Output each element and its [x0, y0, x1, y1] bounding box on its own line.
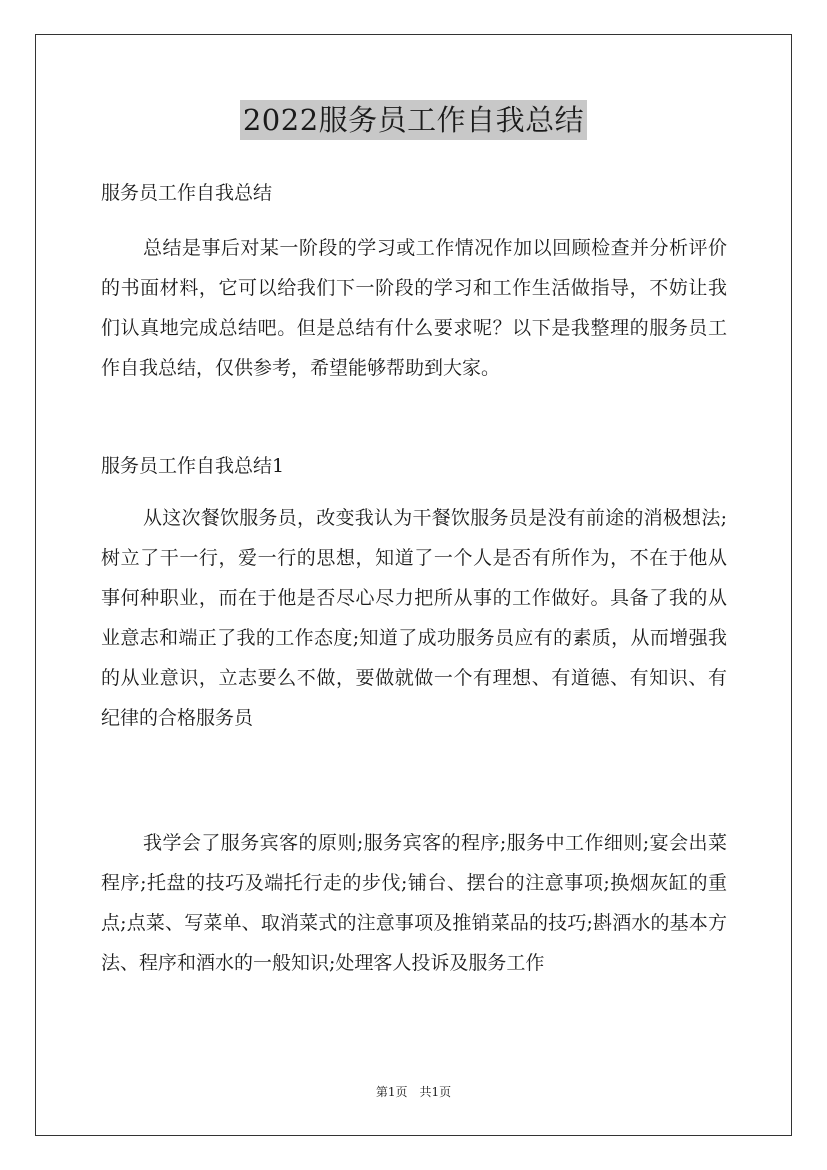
subsection-heading: 服务员工作自我总结1 [101, 455, 285, 477]
title-container [0, 100, 827, 140]
body-paragraph-1: 从这次餐饮服务员，改变我认为干餐饮服务员是没有前途的消极想法;树立了干一行，爱一行的思想，知道了一个人是否有所作为，不在于他从事何种职业，而在于他是否尽心尽力把所从事的工作做好。具备了我的从业意志和端正了我的工作态度;知道了成功服务员应有的素质，从而增强我的从业意识，立志要么不做，要做就做一个有理想、有道德、有知识、有纪律的合格服务员 [101, 507, 727, 729]
page-number: 第1页 共1页 [375, 1085, 452, 1099]
intro-paragraph: 总结是事后对某一阶段的学习或工作情况作加以回顾检查并分析评价的书面材料，它可以给我们下一阶段的学习和工作生活做指导，不妨让我们认真地完成总结吧。但是总结有什么要求呢？以下是我整理的服务员工作自我总结，仅供参考，希望能够帮助到大家。 [101, 237, 727, 379]
body-block-2 [101, 823, 727, 983]
document-title: 2022服务员工作自我总结 [240, 100, 587, 140]
body-block-1 [101, 498, 727, 738]
page-footer [0, 1083, 827, 1100]
section-heading: 服务员工作自我总结 [101, 182, 273, 204]
intro-block [101, 228, 727, 388]
body-paragraph-2: 我学会了服务宾客的原则;服务宾客的程序;服务中工作细则;宴会出菜程序;托盘的技巧及端托行走的步伐;铺台、摆台的注意事项;换烟灰缸的重点;点菜、写菜单、取消菜式的注意事项及推销菜品的技巧;斟酒水的基本方法、程序和酒水的一般知识;处理客人投诉及服务工作 [101, 832, 727, 974]
